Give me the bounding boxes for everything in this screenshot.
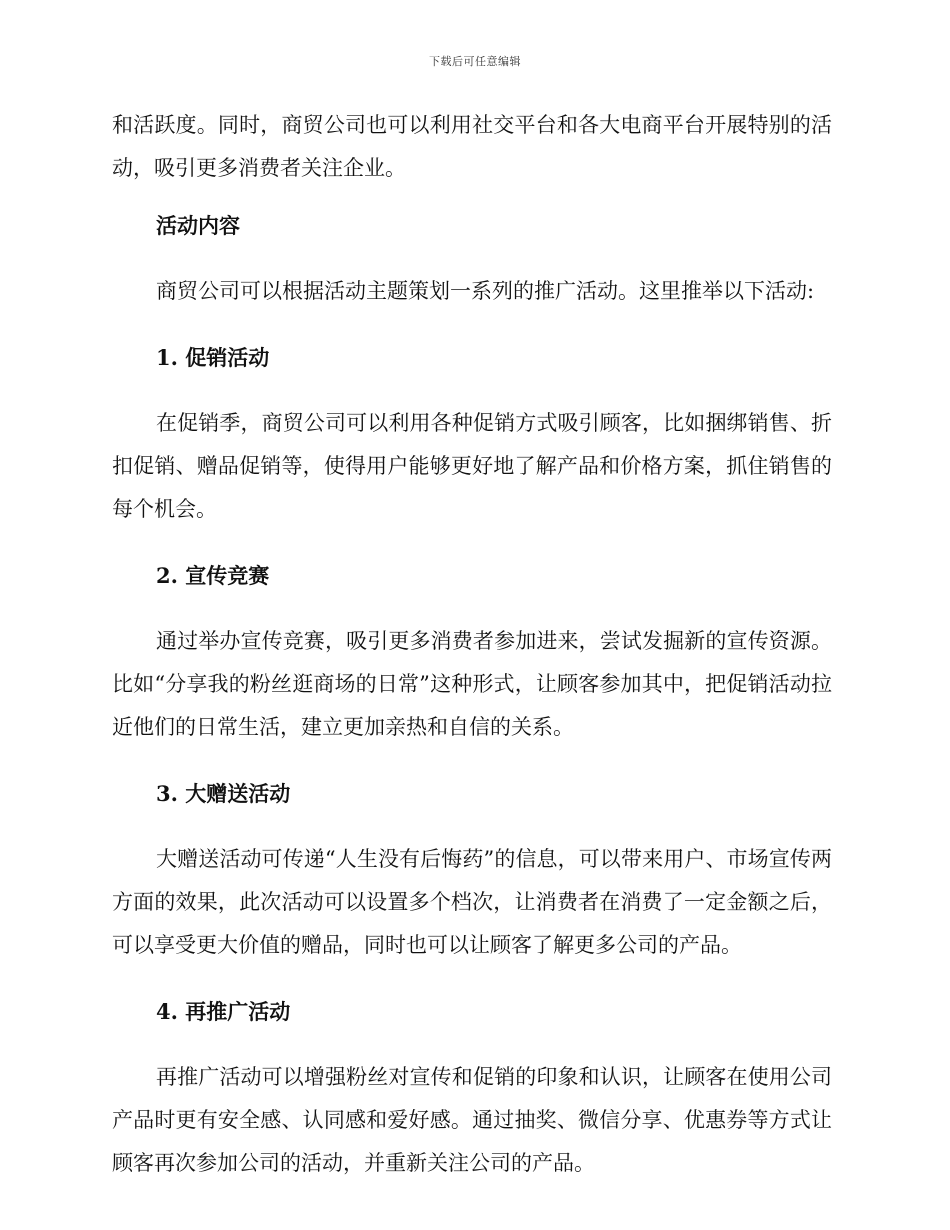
item-heading-repromotion: 4. 再推广活动 bbox=[156, 999, 291, 1024]
page-header: 下载后可任意编辑 bbox=[429, 55, 521, 68]
item-heading-promotion: 1. 促销活动 bbox=[156, 345, 270, 370]
section-title: 活动内容 bbox=[156, 213, 240, 238]
section-intro-paragraph: 商贸公司可以根据活动主题策划一系列的推广活动。这里推举以下活动: bbox=[156, 279, 815, 303]
intro-paragraph: 和活跃度。同时，商贸公司也可以利用社交平台和各大电商平台开展特别的活动，吸引更多消费者关注企业。 bbox=[112, 113, 832, 180]
item-body-promotion: 在促销季，商贸公司可以利用各种促销方式吸引顾客，比如捆绑销售、折扣促销、赠品促销等，使得用户能够更好地了解产品和价格方案，抓住销售的每个机会。 bbox=[112, 411, 832, 521]
item-body-repromotion: 再推广活动可以增强粉丝对宣传和促销的印象和认识，让顾客在使用公司产品时更有安全感、认同感和爱好感。通过抽奖、微信分享、优惠券等方式让顾客再次参加公司的活动，并重新关注公司的产品。 bbox=[112, 1065, 832, 1175]
item-heading-giveaway: 3. 大赠送活动 bbox=[156, 781, 291, 806]
item-body-contest: 通过举办宣传竞赛，吸引更多消费者参加进来，尝试发掘新的宣传资源。比如“分享我的粉丝逛商场的日常”这种形式，让顾客参加其中，把促销活动拉近他们的日常生活，建立更加亲热和自信的关系。 bbox=[112, 629, 832, 739]
item-heading-contest: 2. 宣传竞赛 bbox=[156, 563, 270, 588]
document-body bbox=[112, 104, 832, 1208]
item-body-giveaway: 大赠送活动可传递“人生没有后悔药”的信息，可以带来用户、市场宣传两方面的效果，此次活动可以设置多个档次，让消费者在消费了一定金额之后，可以享受更大价值的赠品，同时也可以让顾客了解更多公司的产品。 bbox=[112, 847, 832, 957]
